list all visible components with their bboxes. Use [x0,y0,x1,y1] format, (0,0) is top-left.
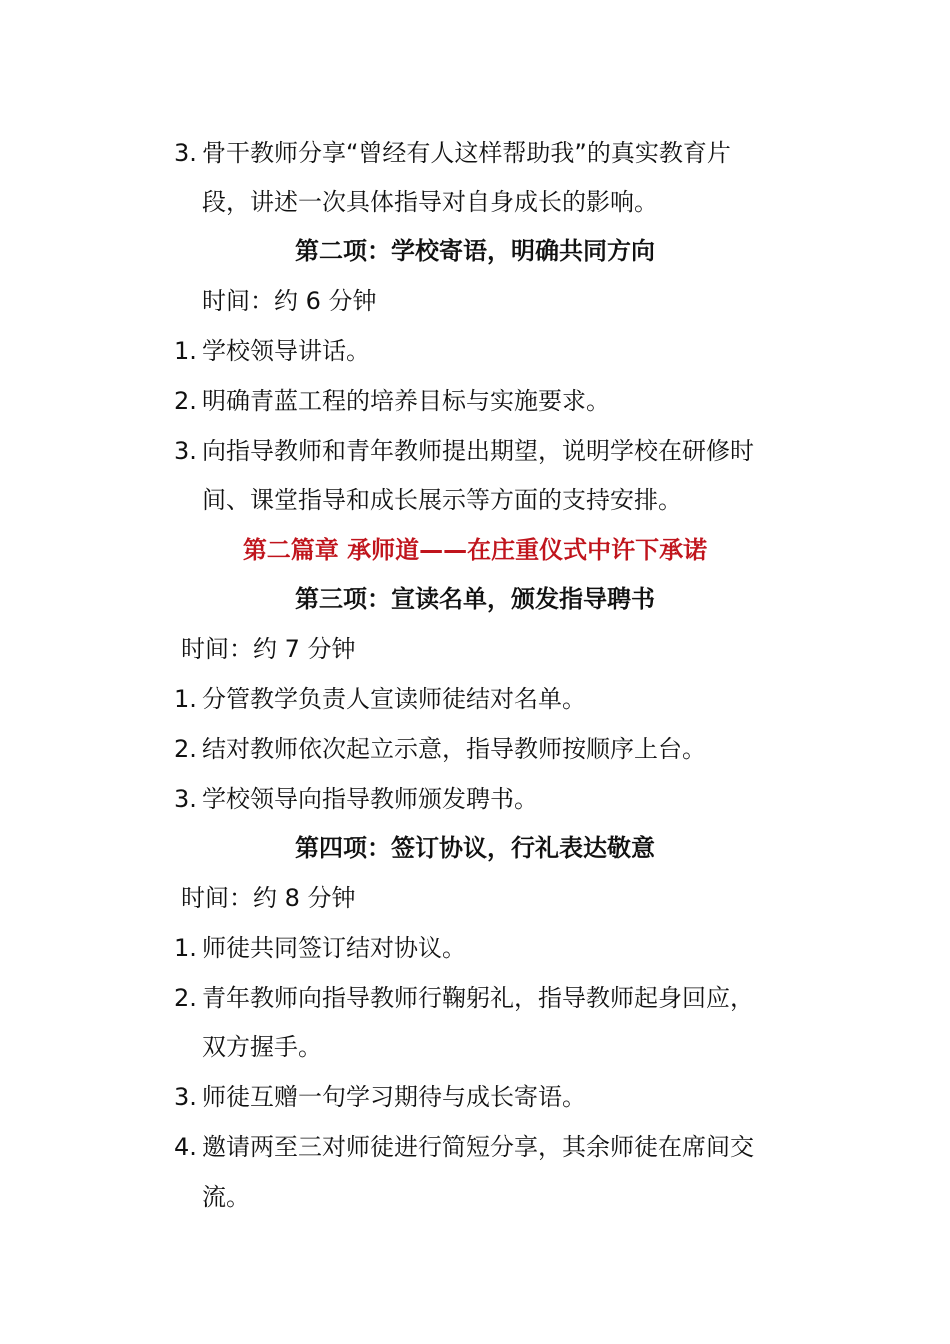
list-item [174,981,754,1015]
list-number: 2. [174,984,197,1012]
list-item-text: 邀请两至三对师徒进行简短分享，其余师徒在席间交 [202,1133,754,1161]
time-note: 时间：约 8 分钟 [181,884,356,912]
list-number: 1. [174,685,197,713]
list-item [174,782,538,816]
list-item [174,1080,586,1114]
list-number: 3. [174,785,197,813]
list-item-text: 分管教学负责人宣读师徒结对名单。 [202,685,586,713]
time-note: 时间：约 7 分钟 [181,635,356,663]
list-item-text: 向指导教师和青年教师提出期望，说明学校在研修时 [202,437,754,465]
list-number: 3. [174,139,197,167]
list-item-continuation: 间、课堂指导和成长展示等方面的支持安排。 [202,486,682,514]
list-item-continuation: 流。 [202,1183,250,1211]
list-number: 3. [174,437,197,465]
list-item-text: 师徒互赠一句学习期待与成长寄语。 [202,1083,586,1111]
list-item-text: 骨干教师分享“曾经有人这样帮助我”的真实教育片 [202,139,731,167]
list-item [174,931,466,965]
section-heading: 第二项：学校寄语，明确共同方向 [295,237,655,265]
time-note: 时间：约 6 分钟 [202,287,377,315]
list-number: 2. [174,387,197,415]
list-item [174,1130,754,1164]
list-item-text: 青年教师向指导教师行鞠躬礼，指导教师起身回应， [202,984,754,1012]
chapter-title: 第二篇章 承师道——在庄重仪式中许下承诺 [242,536,708,564]
list-item-text: 师徒共同签订结对协议。 [202,934,466,962]
list-item [174,732,706,766]
list-item-text: 学校领导讲话。 [202,337,370,365]
list-item [174,434,754,468]
list-item [174,136,731,170]
list-item [174,682,586,716]
list-number: 1. [174,934,197,962]
list-number: 1. [174,337,197,365]
list-item-text: 学校领导向指导教师颁发聘书。 [202,785,538,813]
list-item [174,384,610,418]
list-number: 4. [174,1133,197,1161]
list-item-continuation: 双方握手。 [202,1033,322,1061]
list-item-text: 明确青蓝工程的培养目标与实施要求。 [202,387,610,415]
section-heading: 第四项：签订协议，行礼表达敬意 [295,834,655,862]
list-item-continuation: 段，讲述一次具体指导对自身成长的影响。 [202,188,658,216]
list-item [174,334,370,368]
section-heading: 第三项：宣读名单，颁发指导聘书 [295,585,655,613]
list-item-text: 结对教师依次起立示意，指导教师按顺序上台。 [202,735,706,763]
list-number: 2. [174,735,197,763]
list-number: 3. [174,1083,197,1111]
